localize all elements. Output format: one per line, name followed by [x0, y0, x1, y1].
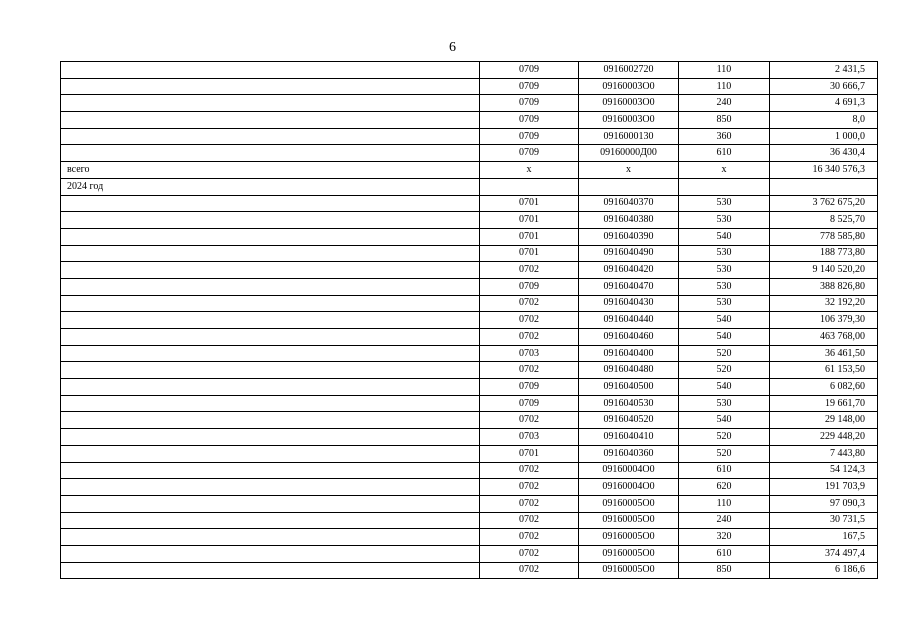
cell-target-code: х — [579, 162, 679, 179]
cell-name — [61, 395, 480, 412]
table-row — [61, 228, 878, 245]
table-row — [61, 78, 878, 95]
cell-amount: 2 431,5 — [770, 62, 878, 79]
cell-expense-type: 530 — [679, 278, 770, 295]
cell-section: 0702 — [480, 462, 579, 479]
table-row — [61, 212, 878, 229]
cell-amount: 32 192,20 — [770, 295, 878, 312]
cell-expense-type: 530 — [679, 295, 770, 312]
cell-section: 0709 — [480, 145, 579, 162]
cell-amount: 4 691,3 — [770, 95, 878, 112]
cell-amount: 374 497,4 — [770, 545, 878, 562]
cell-amount: 1 000,0 — [770, 128, 878, 145]
cell-section: 0702 — [480, 329, 579, 346]
cell-expense-type: 530 — [679, 395, 770, 412]
cell-section: 0702 — [480, 412, 579, 429]
table-row — [61, 312, 878, 329]
cell-expense-type: 110 — [679, 495, 770, 512]
table-row — [61, 445, 878, 462]
cell-name — [61, 128, 480, 145]
cell-expense-type: 540 — [679, 329, 770, 346]
cell-amount: 29 148,00 — [770, 412, 878, 429]
cell-name — [61, 329, 480, 346]
cell-target-code: 09160005О0 — [579, 512, 679, 529]
cell-amount: 191 703,9 — [770, 479, 878, 496]
table-row — [61, 379, 878, 396]
cell-name — [61, 228, 480, 245]
table-row — [61, 95, 878, 112]
cell-name — [61, 262, 480, 279]
table-row — [61, 245, 878, 262]
table-row — [61, 145, 878, 162]
table-row — [61, 178, 878, 195]
cell-expense-type: 620 — [679, 479, 770, 496]
cell-amount: 229 448,20 — [770, 429, 878, 446]
cell-section: 0702 — [480, 529, 579, 546]
cell-name — [61, 95, 480, 112]
cell-name — [61, 379, 480, 396]
cell-expense-type: 110 — [679, 62, 770, 79]
cell-name — [61, 512, 480, 529]
table-row — [61, 512, 878, 529]
budget-table-body — [61, 62, 878, 579]
cell-amount — [770, 178, 878, 195]
table-row — [61, 545, 878, 562]
cell-name — [61, 412, 480, 429]
cell-section: 0702 — [480, 262, 579, 279]
cell-target-code: 09160005О0 — [579, 529, 679, 546]
cell-target-code: 09160005О0 — [579, 495, 679, 512]
cell-expense-type: 610 — [679, 145, 770, 162]
cell-section: 0709 — [480, 112, 579, 129]
cell-section — [480, 178, 579, 195]
cell-section: 0709 — [480, 395, 579, 412]
cell-section: 0709 — [480, 278, 579, 295]
cell-section: х — [480, 162, 579, 179]
cell-section: 0701 — [480, 445, 579, 462]
cell-amount: 16 340 576,3 — [770, 162, 878, 179]
cell-name — [61, 479, 480, 496]
cell-target-code: 09160003О0 — [579, 112, 679, 129]
cell-section: 0701 — [480, 245, 579, 262]
cell-expense-type: 110 — [679, 78, 770, 95]
cell-expense-type: 540 — [679, 228, 770, 245]
table-row — [61, 345, 878, 362]
cell-section: 0702 — [480, 562, 579, 579]
cell-amount: 6 082,60 — [770, 379, 878, 396]
table-row — [61, 429, 878, 446]
table-row — [61, 295, 878, 312]
budget-table — [60, 61, 878, 579]
cell-expense-type: 540 — [679, 379, 770, 396]
cell-name — [61, 245, 480, 262]
cell-target-code: 09160003О0 — [579, 78, 679, 95]
cell-amount: 778 585,80 — [770, 228, 878, 245]
cell-target-code: 0916040420 — [579, 262, 679, 279]
cell-expense-type: 520 — [679, 429, 770, 446]
cell-section: 0702 — [480, 512, 579, 529]
table-row — [61, 395, 878, 412]
cell-target-code: 09160005О0 — [579, 545, 679, 562]
cell-section: 0702 — [480, 545, 579, 562]
page-number: 6 — [449, 40, 456, 55]
cell-amount: 6 186,6 — [770, 562, 878, 579]
cell-target-code: 0916040390 — [579, 228, 679, 245]
cell-name — [61, 495, 480, 512]
cell-amount: 7 443,80 — [770, 445, 878, 462]
cell-amount: 3 762 675,20 — [770, 195, 878, 212]
table-row — [61, 195, 878, 212]
cell-name — [61, 78, 480, 95]
table-row — [61, 462, 878, 479]
cell-expense-type: 240 — [679, 95, 770, 112]
cell-name — [61, 195, 480, 212]
cell-name — [61, 145, 480, 162]
cell-expense-type: 520 — [679, 362, 770, 379]
cell-expense-type: 530 — [679, 195, 770, 212]
cell-target-code: 0916040430 — [579, 295, 679, 312]
cell-target-code: 0916040400 — [579, 345, 679, 362]
cell-expense-type: 850 — [679, 112, 770, 129]
cell-section: 0709 — [480, 62, 579, 79]
table-row — [61, 262, 878, 279]
cell-expense-type: 540 — [679, 312, 770, 329]
cell-target-code: 0916040360 — [579, 445, 679, 462]
cell-name — [61, 362, 480, 379]
cell-section: 0709 — [480, 128, 579, 145]
cell-target-code: 0916040500 — [579, 379, 679, 396]
cell-name — [61, 462, 480, 479]
cell-target-code: 0916002720 — [579, 62, 679, 79]
cell-name — [61, 529, 480, 546]
cell-amount: 8,0 — [770, 112, 878, 129]
table-row — [61, 162, 878, 179]
cell-expense-type: 530 — [679, 212, 770, 229]
cell-name — [61, 278, 480, 295]
cell-target-code: 0916040440 — [579, 312, 679, 329]
table-row — [61, 278, 878, 295]
cell-name: всего — [61, 162, 480, 179]
cell-expense-type — [679, 178, 770, 195]
cell-section: 0702 — [480, 362, 579, 379]
cell-name — [61, 112, 480, 129]
cell-name — [61, 295, 480, 312]
cell-amount: 8 525,70 — [770, 212, 878, 229]
cell-amount: 61 153,50 — [770, 362, 878, 379]
cell-expense-type: 540 — [679, 412, 770, 429]
cell-amount: 19 661,70 — [770, 395, 878, 412]
table-row — [61, 562, 878, 579]
cell-expense-type: 360 — [679, 128, 770, 145]
cell-section: 0702 — [480, 495, 579, 512]
table-row — [61, 112, 878, 129]
cell-section: 0703 — [480, 345, 579, 362]
cell-expense-type: 610 — [679, 462, 770, 479]
cell-target-code: 0916040480 — [579, 362, 679, 379]
cell-target-code: 09160005О0 — [579, 562, 679, 579]
cell-name — [61, 345, 480, 362]
cell-section: 0702 — [480, 479, 579, 496]
cell-target-code: 0916040530 — [579, 395, 679, 412]
cell-amount: 167,5 — [770, 529, 878, 546]
cell-amount: 30 731,5 — [770, 512, 878, 529]
cell-amount: 188 773,80 — [770, 245, 878, 262]
cell-section: 0709 — [480, 78, 579, 95]
cell-expense-type: 610 — [679, 545, 770, 562]
cell-expense-type: 320 — [679, 529, 770, 546]
cell-name — [61, 445, 480, 462]
cell-amount: 36 430,4 — [770, 145, 878, 162]
cell-target-code: 0916040410 — [579, 429, 679, 446]
cell-amount: 9 140 520,20 — [770, 262, 878, 279]
cell-name — [61, 562, 480, 579]
table-row — [61, 62, 878, 79]
table-row — [61, 479, 878, 496]
cell-name — [61, 429, 480, 446]
table-row — [61, 128, 878, 145]
cell-amount: 30 666,7 — [770, 78, 878, 95]
cell-target-code: 0916040380 — [579, 212, 679, 229]
cell-target-code: 0916040490 — [579, 245, 679, 262]
cell-target-code: 09160000Д00 — [579, 145, 679, 162]
cell-amount: 106 379,30 — [770, 312, 878, 329]
cell-section: 0702 — [480, 295, 579, 312]
cell-expense-type: 530 — [679, 262, 770, 279]
cell-expense-type: 520 — [679, 445, 770, 462]
cell-target-code — [579, 178, 679, 195]
cell-amount: 97 090,3 — [770, 495, 878, 512]
cell-section: 0701 — [480, 195, 579, 212]
cell-section: 0701 — [480, 228, 579, 245]
cell-target-code: 0916040520 — [579, 412, 679, 429]
table-row — [61, 412, 878, 429]
cell-name — [61, 312, 480, 329]
cell-expense-type: 530 — [679, 245, 770, 262]
cell-amount: 54 124,3 — [770, 462, 878, 479]
cell-target-code: 09160004О0 — [579, 479, 679, 496]
cell-expense-type: х — [679, 162, 770, 179]
cell-name — [61, 545, 480, 562]
cell-name — [61, 62, 480, 79]
cell-section: 0703 — [480, 429, 579, 446]
cell-target-code: 0916040470 — [579, 278, 679, 295]
cell-target-code: 0916040460 — [579, 329, 679, 346]
cell-target-code: 0916040370 — [579, 195, 679, 212]
cell-expense-type: 850 — [679, 562, 770, 579]
cell-name: 2024 год — [61, 178, 480, 195]
cell-amount: 463 768,00 — [770, 329, 878, 346]
cell-expense-type: 240 — [679, 512, 770, 529]
table-row — [61, 329, 878, 346]
cell-amount: 388 826,80 — [770, 278, 878, 295]
cell-amount: 36 461,50 — [770, 345, 878, 362]
table-row — [61, 495, 878, 512]
cell-target-code: 0916000130 — [579, 128, 679, 145]
cell-section: 0701 — [480, 212, 579, 229]
table-row — [61, 362, 878, 379]
table-row — [61, 529, 878, 546]
cell-section: 0709 — [480, 379, 579, 396]
cell-target-code: 09160003О0 — [579, 95, 679, 112]
cell-expense-type: 520 — [679, 345, 770, 362]
cell-section: 0702 — [480, 312, 579, 329]
cell-section: 0709 — [480, 95, 579, 112]
cell-name — [61, 212, 480, 229]
cell-target-code: 09160004О0 — [579, 462, 679, 479]
